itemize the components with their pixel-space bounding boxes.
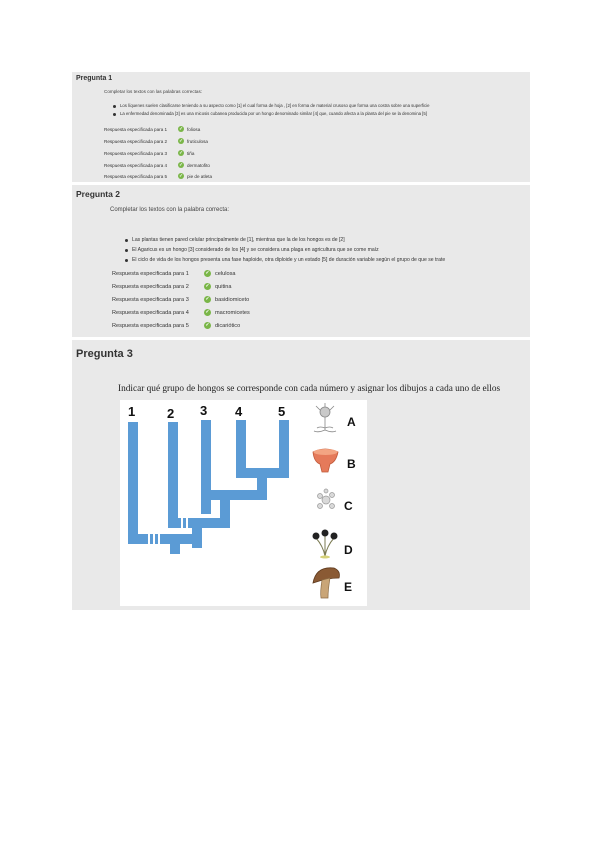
- drawing-letter-b: B: [347, 457, 356, 471]
- check-icon: ✓: [205, 270, 210, 276]
- question-2-answer-row: [112, 283, 231, 290]
- question-3-panel: [72, 340, 530, 610]
- question-1-bullet: Los líquenes suelen clasificarse teniendo a su aspecto como [1] el cual forma de hoja , [2] en forma de material crusoso que forma una costra sobre una superficie: [120, 103, 430, 108]
- answer-value: celulosa: [215, 270, 236, 277]
- root-stem: [170, 534, 180, 554]
- answer-label: Respuesta especificada para 5: [104, 173, 168, 179]
- tree-number-1: 1: [128, 404, 136, 419]
- check-icon: ✓: [205, 296, 210, 302]
- mold-sporangium-icon: [314, 403, 336, 432]
- cladogram: [120, 400, 367, 606]
- tree-number-3: 3: [200, 403, 208, 418]
- check-icon: ✓: [179, 150, 183, 155]
- check-icon: ✓: [179, 138, 183, 143]
- zygomycete-sporangia-icon: [313, 530, 338, 559]
- check-icon: ✓: [205, 309, 210, 315]
- cladogram-branches: [128, 420, 289, 554]
- question-2-answer-row: [112, 309, 250, 316]
- mushroom-icon: [313, 568, 339, 598]
- question-2-answer-row: [112, 270, 236, 277]
- answer-label: Respuesta especificada para 2: [112, 283, 189, 290]
- question-1-bullets: [120, 102, 430, 118]
- phylogeny-figure: [120, 400, 367, 606]
- check-icon: ✓: [179, 126, 183, 131]
- answer-value: basidiomiceto: [215, 296, 250, 303]
- branch-gap: [153, 534, 155, 544]
- node-3-45: [201, 490, 267, 500]
- answer-value: pie de atleta: [187, 173, 213, 179]
- check-icon: ✓: [205, 283, 210, 289]
- question-2-bullets: [132, 235, 445, 265]
- answer-label: Respuesta especificada para 3: [112, 296, 189, 303]
- branch-gap: [158, 534, 160, 544]
- question-2-title: Pregunta 2: [76, 189, 120, 199]
- answer-label: Respuesta especificada para 4: [104, 162, 168, 168]
- question-1-title: Pregunta 1: [76, 75, 113, 82]
- tree-number-5: 5: [278, 404, 286, 419]
- answer-value: fruticulosa: [187, 138, 208, 144]
- question-2-bullet: El Agaricus es un hongo [3] considerado de los [4] y se considera una plaga en agricultura que se come maíz: [132, 245, 445, 255]
- answer-label: Respuesta especificada para 1: [112, 270, 189, 277]
- drawing-letter-a: A: [347, 415, 356, 429]
- node-root: [128, 534, 202, 544]
- answer-label: Respuesta especificada para 5: [112, 322, 189, 329]
- answer-value: macromicetes: [215, 309, 250, 316]
- question-1-answer-row: [104, 173, 212, 179]
- branch-gap: [148, 534, 150, 544]
- answer-label: Respuesta especificada para 3: [104, 150, 168, 156]
- question-2-intro: Completar los textos con la palabra correcta:: [110, 207, 230, 213]
- question-1-bullet: La enfermedad denominada [3] es una micosis cubanea producida por un hongo denominado similar [4] que, cuando afecta a la planta del pie se la denomina [5]: [120, 110, 430, 118]
- answer-label: Respuesta especificada para 1: [104, 126, 168, 132]
- question-2-answer-row: [112, 296, 249, 303]
- question-1-answer-row: [104, 150, 194, 156]
- branch-2: [168, 422, 178, 528]
- question-1-panel: [72, 72, 530, 182]
- tree-number-2: 2: [167, 406, 175, 421]
- question-1-answer-row: [104, 126, 200, 132]
- question-2-bullet: El ciclo de vida de los hongos presenta una fase haploide, otra diploide y un estado [5] de duración variable según el grupo de que se trate: [132, 257, 446, 263]
- question-2-answer-row: [112, 322, 240, 329]
- question-2-panel: [72, 185, 530, 337]
- answer-value: foliosa: [187, 126, 201, 132]
- question-1-intro: Completar los textos con las palabras correctas:: [104, 89, 203, 94]
- answer-value: dicariótico: [215, 322, 241, 329]
- question-2-bullet: Las plantas tienen pared celular principalmente de [1], mientras que la de los hongos es de [2]: [132, 235, 445, 245]
- drawing-letter-c: C: [344, 499, 353, 513]
- answer-label: Respuesta especificada para 4: [112, 309, 189, 316]
- branch-gap: [186, 518, 188, 528]
- cup-fungus-icon: [313, 449, 338, 472]
- yeast-cells-icon: [318, 489, 335, 509]
- branch-1: [128, 422, 138, 544]
- question-1-answer-row: [104, 162, 210, 168]
- check-icon: ✓: [205, 322, 210, 328]
- drawing-letter-d: D: [344, 543, 353, 557]
- answer-value: tiña: [187, 150, 195, 156]
- branch-gap: [181, 518, 183, 528]
- question-3-intro: Indicar qué grupo de hongos se corresponde con cada número y asignar los dibujos a cada uno de ellos: [118, 384, 501, 394]
- question-3-title: Pregunta 3: [76, 348, 133, 360]
- drawing-letter-e: E: [344, 580, 353, 594]
- check-icon: ✓: [179, 173, 183, 178]
- question-1-answer-row: [104, 138, 208, 144]
- answer-value: quitina: [215, 283, 232, 290]
- tree-number-4: 4: [235, 404, 243, 419]
- answer-label: Respuesta especificada para 2: [104, 138, 168, 144]
- check-icon: ✓: [179, 162, 183, 167]
- answer-value: dermatofito: [187, 162, 210, 168]
